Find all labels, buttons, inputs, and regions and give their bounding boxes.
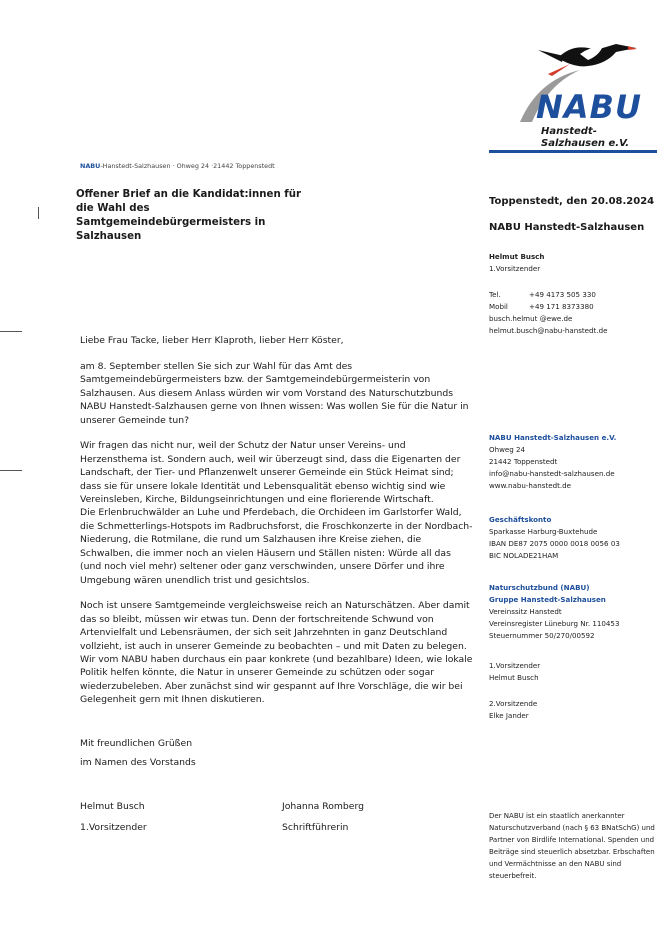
- board-name-1: Helmut Busch: [489, 673, 539, 682]
- letter-subject: Offener Brief an die Kandidat:innen für die Wahl des Samtgemeindebürgermeisters in Salzhausen: [76, 189, 301, 242]
- address-web[interactable]: www.nabu-hanstedt.de: [489, 481, 571, 490]
- tel-value: +49 4173 505 330: [529, 290, 596, 299]
- letter-body: [80, 334, 475, 719]
- registry-block: [489, 582, 619, 642]
- registry-line-2: Vereinsregister Lüneburg Nr. 110453: [489, 619, 620, 628]
- mobil-value: +49 171 8373380: [529, 302, 594, 311]
- text-cursor-mark: [38, 207, 39, 219]
- board-role-1: 1.Vorsitzender: [489, 661, 541, 670]
- logo-underline: [489, 150, 657, 153]
- paragraph-1: am 8. September stellen Sie sich zur Wahl für das Amt des Samtgemeindebürgermeisters bzw. der Samtgemeindebürgermeisterin von Salzhausen. Aus diesem Anlass würden wir vom Vorstand des Naturschutzbunds NABU Hanstedt-Salzhausen gerne von Ihnen wissen: Was wollen Sie für die Natur in unserer Gemeinde tun?: [80, 360, 469, 426]
- organization-name: NABU Hanstedt-Salzhausen: [489, 222, 645, 233]
- board-role-2: 2.Vorsitzende: [489, 699, 538, 708]
- paragraph-2b: Die Erlenbruchwälder an Luhe und Pferdebach, die Orchideen im Garlstorfer Wald, die Schmetterlings-Hotspots im Radbruchsforst, die Froschkonzerte in der Nordbach-Niederung, die Rotmilane, die rund um Salzhausen ihre Kreise ziehen, die Schwalben, die immer noch an vielen Häusern und Ställen nisten: Würde all das (und noch viel mehr) seltener oder ganz verschwinden, unsere Dörfer und ihre Umgebung wären unendlich trist und gesichtslos.: [80, 507, 473, 586]
- nabu-brand-text: NABU: [536, 88, 642, 126]
- sender-address: -Hanstedt-Salzhausen · Ohweg 24 ·21442 Toppenstedt: [100, 162, 275, 170]
- signature-left-role: 1.Vorsitzender: [80, 822, 147, 834]
- board-name-2: Elke Jander: [489, 711, 529, 720]
- bank-title: Geschäftskonto: [489, 515, 552, 524]
- registry-title-1: Naturschutzbund (NABU): [489, 583, 590, 592]
- bank-block: [489, 514, 620, 562]
- legal-footnote: Der NABU ist ein staatlich anerkannter Naturschutzverband (nach § 63 BNatSchG) und Partner von Birdlife International. Spenden und Beiträge sind steuerlich absetzbar. Erbschaften und Vermächtnisse an den NABU sind steuerbefreit.: [489, 812, 655, 880]
- closing-greeting: Mit freundlichen Grüßen: [80, 738, 193, 749]
- address-city: 21442 Toppenstedt: [489, 457, 558, 466]
- bank-bic: BIC NOLADE21HAM: [489, 551, 559, 560]
- registry-line-3: Steuernummer 50/270/00592: [489, 631, 595, 640]
- contact-email-2[interactable]: helmut.busch@nabu-hanstedt.de: [489, 326, 608, 335]
- closing-on-behalf: im Namen des Vorstands: [80, 757, 196, 769]
- address-title: NABU Hanstedt-Salzhausen e.V.: [489, 433, 617, 442]
- paragraph-3: Noch ist unsere Samtgemeinde vergleichsweise reich an Naturschätzen. Aber damit das so bleibt, müssen wir etwas tun. Denn der fortschreitende Schwund von Artenvielfalt und Lebensräumen, der sich seit Jahrzehnten in ganz Deutschland vollzieht, ist auch in unserer Gemeinde zu beobachten – und mit Daten zu belegen. Wir vom NABU haben durchaus ein paar konkrete (und bezahlbare) Ideen, wie lokale Politik helfen könnte, die Natur in unserer Gemeinde zu schützen oder sogar wiederzubeleben. Aber zunächst sind wir gespannt auf Ihre Vorschläge, die wir bei Gelegenheit gern mit Ihnen diskutieren.: [80, 600, 473, 706]
- bank-name: Sparkasse Harburg-Buxtehude: [489, 527, 598, 536]
- contact-role: 1.Vorsitzender: [489, 264, 541, 273]
- sender-return-line: [80, 162, 275, 170]
- bank-iban: IBAN DE87 2075 0000 0018 0056 03: [489, 539, 620, 548]
- signature-right-role: Schriftführerin: [282, 822, 349, 834]
- registry-title-2: Gruppe Hanstedt-Salzhausen: [489, 595, 606, 604]
- address-street: Ohweg 24: [489, 445, 526, 454]
- contact-name: Helmut Busch: [489, 252, 545, 261]
- signature-left-name: Helmut Busch: [80, 801, 145, 812]
- salutation: Liebe Frau Tacke, lieber Herr Klaproth, lieber Herr Köster,: [80, 335, 344, 346]
- signature-right-name: Johanna Romberg: [282, 801, 365, 812]
- fold-mark-top: [0, 331, 22, 332]
- signature-right: [282, 800, 364, 835]
- place-and-date: Toppenstedt, den 20.08.2024: [489, 196, 655, 207]
- contact-email-1[interactable]: busch.helmut @ewe.de: [489, 314, 573, 323]
- registry-line-1: Vereinssitz Hanstedt: [489, 607, 562, 616]
- tel-label: Tel.: [489, 290, 501, 299]
- sender-brand: NABU: [80, 162, 101, 170]
- address-email[interactable]: info@nabu-hanstedt-salzhausen.de: [489, 469, 615, 478]
- address-block: [489, 432, 616, 492]
- logo-sub-line1: Hanstedt-: [541, 126, 597, 137]
- board-block: [489, 660, 540, 722]
- closing-block: [80, 737, 196, 776]
- paragraph-2a: Wir fragen das nicht nur, weil der Schutz der Natur unser Vereins- und Herzensthema ist. Sondern auch, weil wir überzeugt sind, dass die Eigenarten der Landschaft, der Tier- und Pflanzenwelt unserer Gemeinde ein Stück Heimat sind; dass sie für unsere lokale Identität und Lebensqualität ebenso wichtig sind wie Vereinsleben, Kirche, Bildungseinrichtungen und eine florierende Wirtschaft.: [80, 440, 461, 506]
- fold-mark-middle: [0, 470, 22, 471]
- logo-subtitle: [541, 126, 629, 150]
- contact-block: [489, 251, 607, 337]
- mobil-label: Mobil: [489, 302, 508, 311]
- logo-sub-line2: Salzhausen e.V.: [541, 138, 630, 149]
- signature-left: [80, 800, 147, 835]
